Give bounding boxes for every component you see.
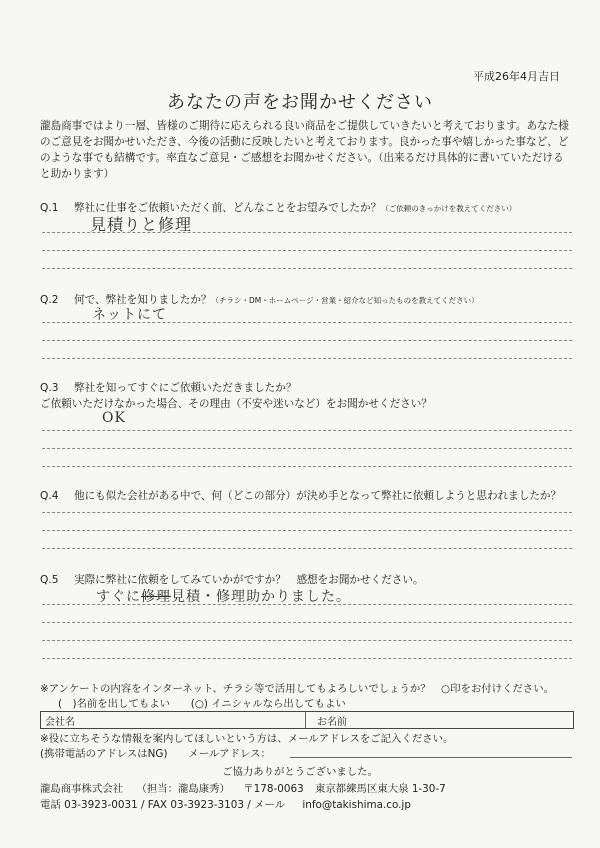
answer-line (42, 232, 572, 233)
form-divider (305, 712, 306, 728)
question-text: 実際に弊社に依頼をしてみていかがですか？ 感想をお聞かせください。 (74, 574, 424, 586)
phone-fax: 電話 03-3923-0031 / FAX 03-3923-3103 / メール (40, 799, 286, 811)
company-label: 会社名 (45, 717, 75, 728)
question-text: 弊社に仕事をご依頼いただく前、どんなことをお望みでしたか？ (74, 202, 382, 214)
answer-line (42, 430, 572, 431)
answer-line (42, 340, 572, 341)
consent-options[interactable]: ( )名前を出してもよい (○) イニシャルなら出してもよい (58, 698, 346, 710)
email-field[interactable] (290, 757, 572, 758)
question-4 (40, 488, 561, 503)
question-text-2: ご依頼いただけなかった場合、その理由（不安や迷いなど）をお聞かせください？ (40, 398, 432, 410)
company-footer (40, 781, 446, 813)
question-number: Q.3 (40, 382, 59, 394)
question-note: （チラシ・DM・ホームページ・営業・紹介など知ったものを教えてください） (211, 296, 479, 305)
answer-line (42, 604, 572, 605)
question-number: Q.1 (40, 202, 59, 214)
question-number: Q.2 (40, 294, 59, 306)
question-note: （ご依頼のきっかけを教えてください） (381, 204, 517, 213)
answer-1[interactable]: 見積りと修理 (90, 215, 193, 234)
answer-line (42, 466, 572, 467)
thanks-message: ご協力ありがとうございました。 (222, 766, 378, 778)
answer-line (42, 358, 572, 359)
answer-3[interactable]: OK (102, 410, 126, 426)
answer-line (42, 268, 572, 269)
question-text: 他にも似た会社がある中で、何（どこの部分）が決め手となって弊社に依頼しようと思われましたか？ (74, 490, 562, 502)
issue-date: 平成26年4月吉日 (473, 70, 560, 83)
question-3 (40, 380, 432, 412)
email-address[interactable]: info@takishima.co.jp (302, 799, 411, 811)
address: 東京都練馬区東大泉 1-30-7 (315, 783, 446, 795)
answer-line (42, 322, 572, 323)
usage-consent (40, 682, 554, 712)
answer-line (42, 658, 572, 659)
page-title: あなたの声をお聞かせください (167, 92, 433, 113)
answer-line (42, 530, 572, 531)
question-5 (40, 572, 424, 587)
question-number: Q.5 (40, 574, 59, 586)
name-form (40, 711, 574, 729)
answer-text: すぐに (96, 589, 141, 605)
intro-text (40, 118, 580, 182)
email-note: ※役に立ちそうな情報を案内してほしいという方は、メールアドレスをご記入ください。 (40, 733, 454, 745)
consent-question: ※アンケートの内容をインターネット、チラシ等で活用してもよろしいでしょうか？ ○印をお付けください。 (40, 683, 555, 695)
answer-line (42, 448, 572, 449)
answer-line (42, 622, 572, 623)
answer-line (42, 640, 572, 641)
contact-person: （担当：瀧島康秀） (136, 783, 230, 795)
answer-line (42, 250, 572, 251)
question-number: Q.4 (40, 490, 59, 502)
answer-line (42, 548, 572, 549)
question-text: 何で、弊社を知りましたか？ (74, 294, 212, 306)
intro-line: と助かります） (40, 168, 115, 180)
answer-text: 見積・修理助かりました。 (171, 589, 351, 605)
struck-text: 修理 (141, 589, 171, 605)
name-label: お名前 (317, 717, 347, 728)
intro-line: 瀧島商事ではより一層、皆様のご期待に応えられる良い商品をご提供していきたいと考えております。あなた様 (40, 120, 569, 132)
email-label: (携帯電話のアドレスはNG) メールアドレス： (40, 748, 271, 760)
answer-line (42, 512, 572, 513)
postal-code: 〒178-0063 (243, 783, 304, 795)
company-name: 瀧島商事株式会社 (40, 783, 124, 795)
intro-line: のご意見をお聞かせいただき、今後の活動に反映したいと考えております。良かった事や嬉しかった事など、ど (40, 136, 569, 148)
question-text: 弊社を知ってすぐにご依頼いただきましたか？ (74, 382, 297, 394)
answer-5[interactable] (96, 586, 351, 606)
intro-line: のような事でも結構です。率直なご意見・ご感想をお聞かせください。（出来るだけ具体的に書いていただける (40, 152, 564, 164)
answer-2[interactable]: ネットにて (92, 307, 167, 323)
